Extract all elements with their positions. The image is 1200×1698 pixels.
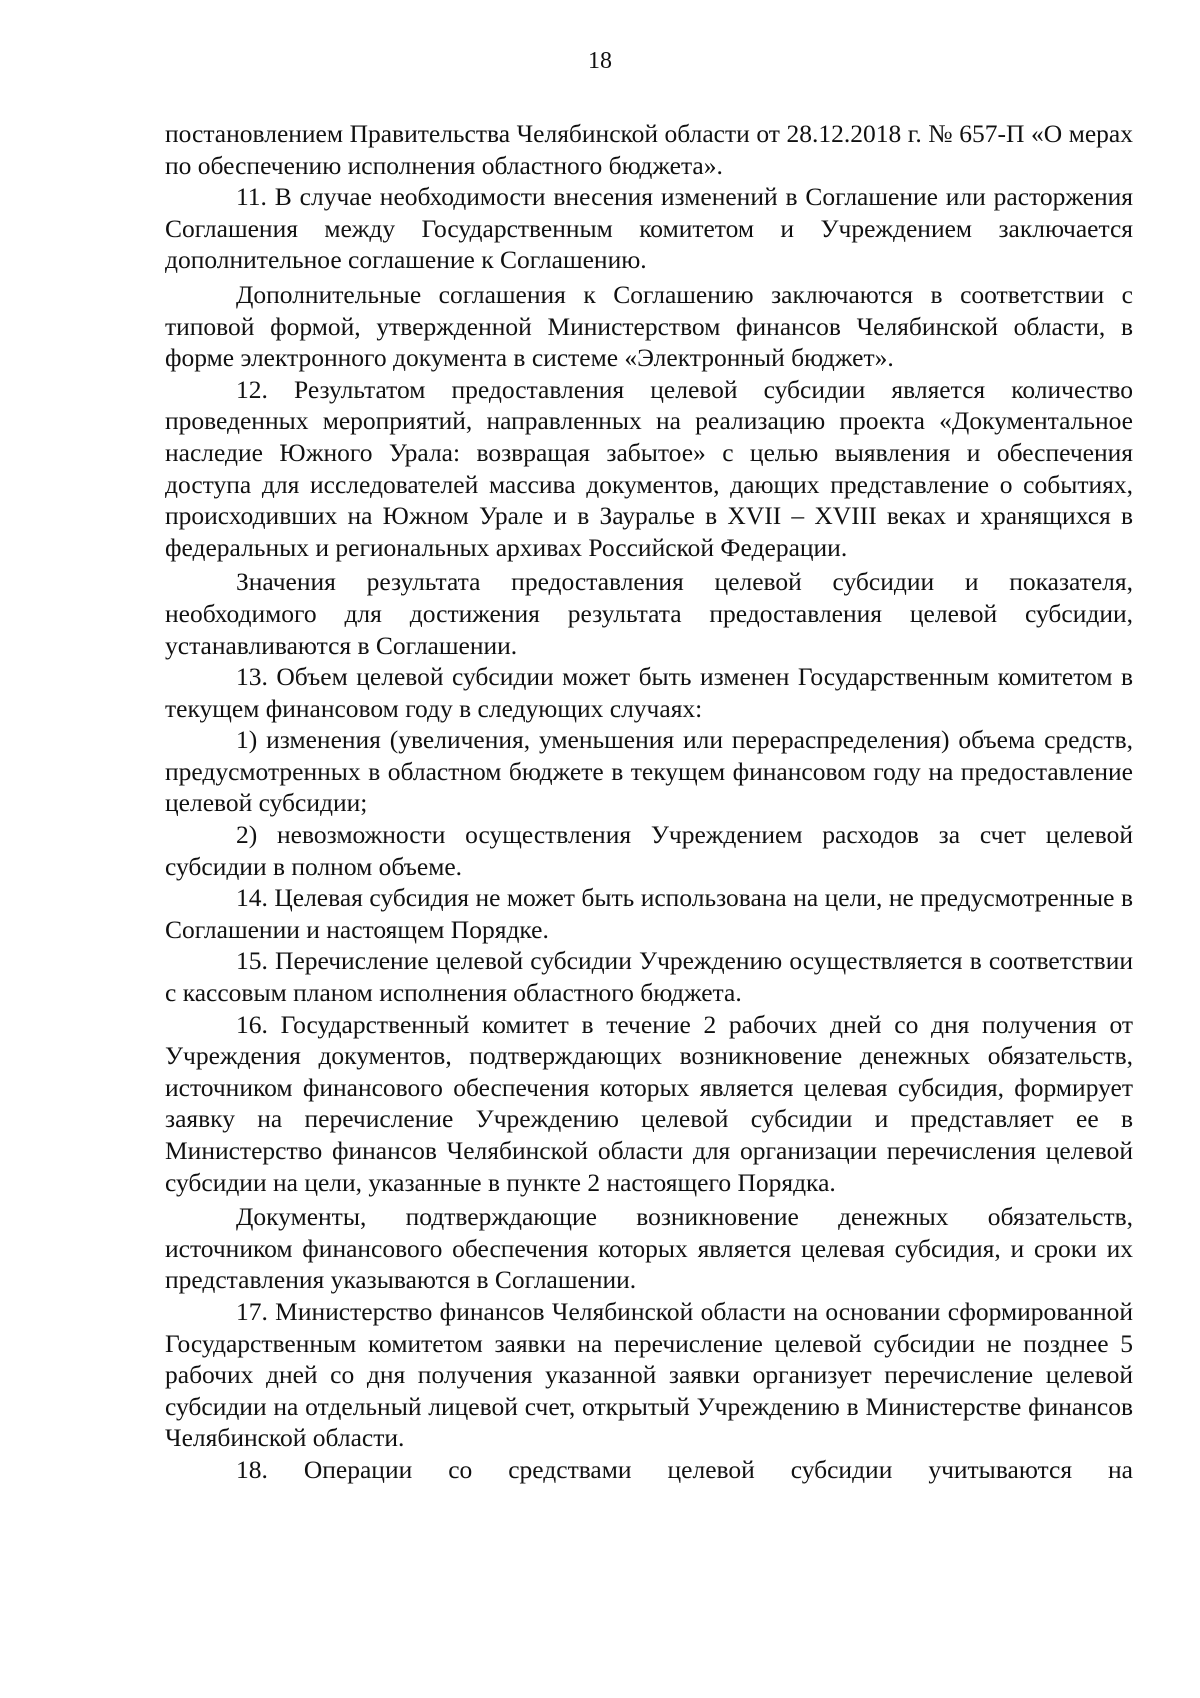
- paragraph-subitem-2: 2) невозможности осуществления Учреждением расходов за счет целевой субсидии в полном объеме.: [165, 820, 1133, 881]
- paragraph-continuation: постановлением Правительства Челябинской области от 28.12.2018 г. № 657-П «О мерах по обеспечению исполнения областного бюджета».: [165, 119, 1133, 180]
- paragraph-item-13: 13. Объем целевой субсидии может быть изменен Государственным комитетом в текущем финансовом году в следующих случаях:: [165, 662, 1133, 723]
- document-body: [165, 118, 1133, 1486]
- paragraph-item-17: 17. Министерство финансов Челябинской области на основании сформированной Государственным комитетом заявки на перечисление целевой субсидии не позднее 5 рабочих дней со дня получения указанной заявки организует перечисление целевой субсидии на отдельный лицевой счет, открытый Учреждению в Министерстве финансов Челябинской области.: [165, 1296, 1133, 1453]
- paragraph-result-values: Значения результата предоставления целевой субсидии и показателя, необходимого для достижения результата предоставления целевой субсидии, устанавливаются в Соглашении.: [165, 567, 1133, 660]
- paragraph-confirming-documents: Документы, подтверждающие возникновение денежных обязательств, источником финансового обеспечения которых является целевая субсидия, и сроки их представления указываются в Соглашении.: [165, 1202, 1133, 1295]
- paragraph-item-14: 14. Целевая субсидия не может быть использована на цели, не предусмотренные в Соглашении и настоящем Порядке.: [165, 883, 1133, 944]
- paragraph-item-12: 12. Результатом предоставления целевой субсидии является количество проведенных мероприятий, направленных на реализацию проекта «Документальное наследие Южного Урала: возвращая забытое» с целью выявления и обеспечения доступа для исследователей массива документов, дающих представление о событиях, происходивших на Южном Урале и в Зауралье в XVII – XVIII веках и хранящихся в федеральных и региональных архивах Российской Федерации.: [165, 374, 1133, 562]
- paragraph-additional-agreements: Дополнительные соглашения к Соглашению заключаются в соответствии с типовой формой, утвержденной Министерством финансов Челябинской области, в форме электронного документа в системе «Электронный бюджет».: [165, 279, 1133, 373]
- page-number: 18: [588, 48, 612, 74]
- paragraph-item-18: 18. Операции со средствами целевой субсидии учитываются на: [236, 1454, 1133, 1484]
- paragraph-item-16: 16. Государственный комитет в течение 2 рабочих дней со дня получения от Учреждения документов, подтверждающих возникновение денежных обязательств, источником финансового обеспечения которых является целевая субсидия, формирует заявку на перечисление Учреждению целевой субсидии и представляет ее в Министерство финансов Челябинской области для организации перечисления целевой субсидии на цели, указанные в пункте 2 настоящего Порядка.: [165, 1009, 1133, 1197]
- paragraph-item-15: 15. Перечисление целевой субсидии Учреждению осуществляется в соответствии с кассовым планом исполнения областного бюджета.: [165, 946, 1133, 1008]
- paragraph-item-11: 11. В случае необходимости внесения изменений в Соглашение или расторжения Соглашения между Государственным комитетом и Учреждением заключается дополнительное соглашение к Соглашению.: [165, 182, 1133, 275]
- paragraph-subitem-1: 1) изменения (увеличения, уменьшения или перераспределения) объема средств, предусмотренных в областном бюджете в текущем финансовом году на предоставление целевой субсидии;: [165, 725, 1133, 818]
